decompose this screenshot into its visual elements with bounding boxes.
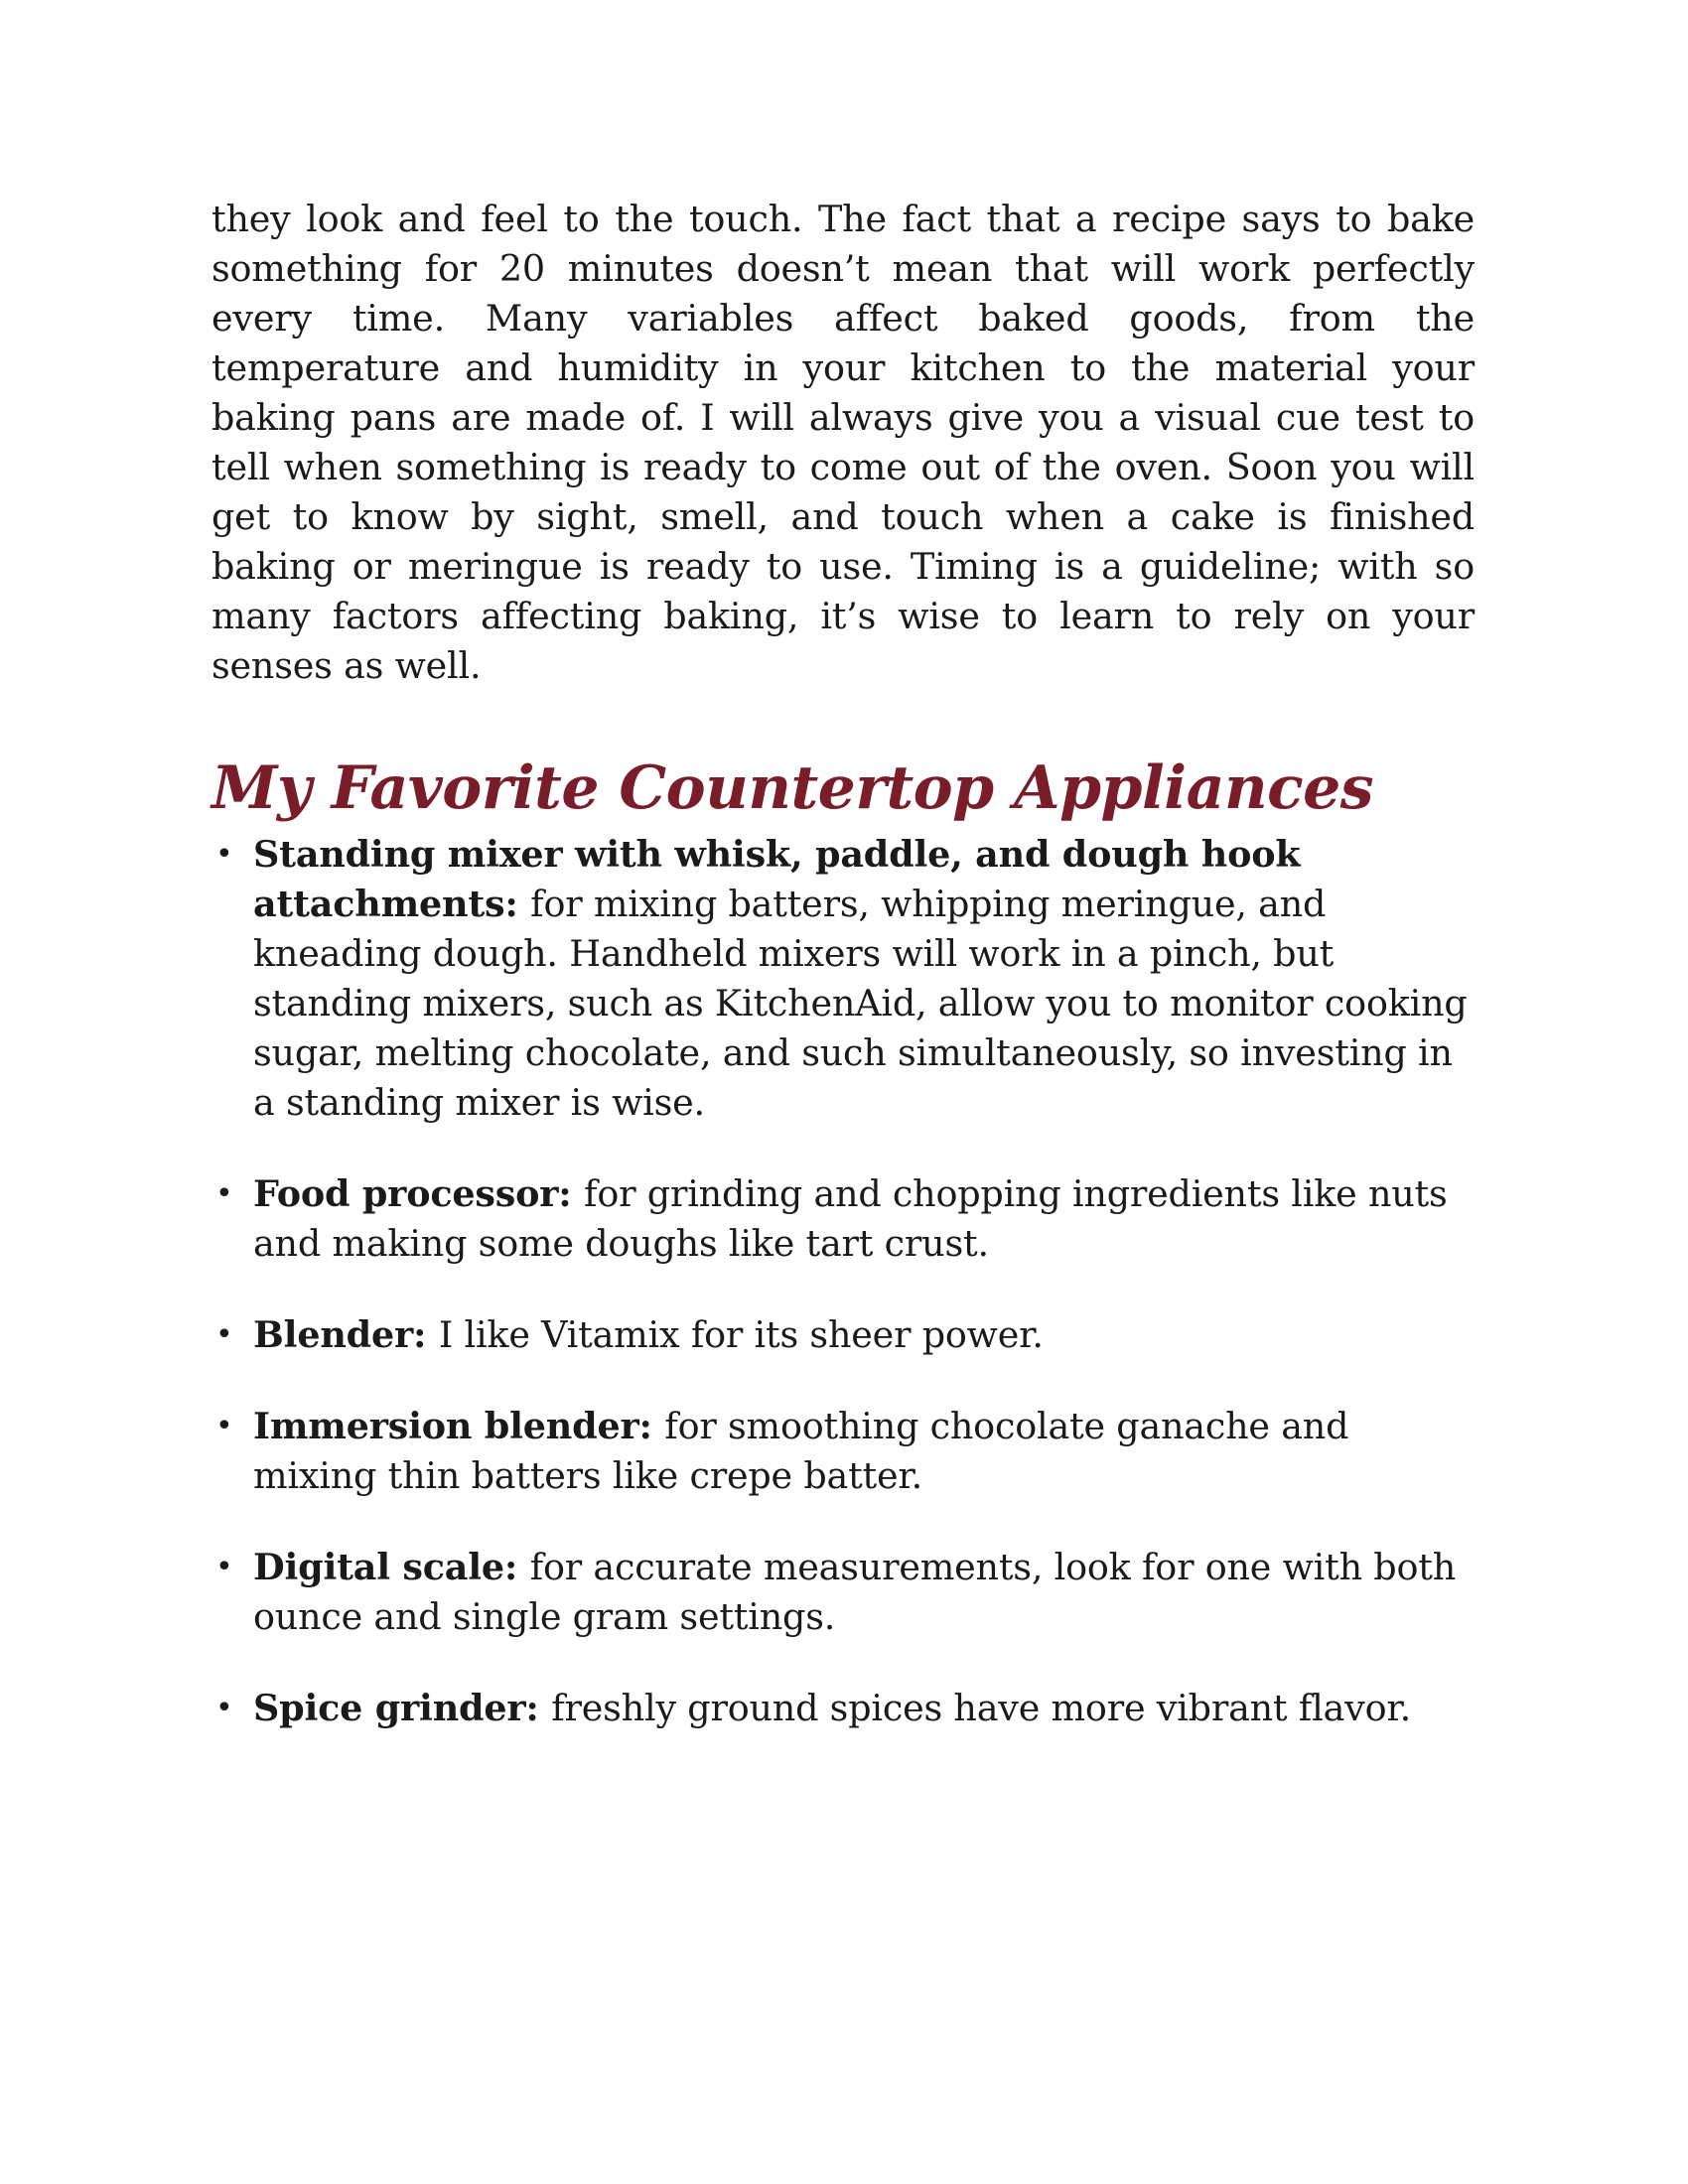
item-term: Immersion blender: — [253, 1405, 665, 1447]
bullet-icon: • — [215, 1176, 233, 1211]
bullet-icon: • — [215, 1409, 233, 1443]
item-description: for accurate measurements, look for one with both ounce and single gram settings. — [253, 1546, 1457, 1638]
item-description: freshly ground spices have more vibrant flavor. — [551, 1687, 1411, 1729]
list-item — [211, 1684, 1475, 1733]
page-content — [211, 195, 1475, 1775]
item-term: Standing mixer with whisk, paddle, and dough hook attachments: — [253, 833, 1301, 925]
item-description: for smoothing chocolate ganache and mixing thin batters like crepe batter. — [253, 1405, 1349, 1497]
list-item — [211, 830, 1475, 1128]
list-item — [211, 1543, 1475, 1642]
bullet-icon: • — [215, 1317, 233, 1352]
intro-paragraph: they look and feel to the touch. The fact that a recipe says to bake something for 20 minutes doesn’t mean that will work perfectly every time. Many variables affect baked goods, from the temperature and humidity in your kitchen to the material your baking pans are made of. I will always give you a visual cue test to tell when something is ready to come out of the oven. Soon you will get to know by sight, smell, and touch when a cake is finished baking or meringue is ready to use. Timing is a guideline; with so many factors affecting baking, it’s wise to learn to rely on your senses as well. — [211, 198, 1475, 687]
item-description: I like Vitamix for its sheer power. — [438, 1313, 1044, 1356]
list-item — [211, 1402, 1475, 1501]
item-description: for grinding and chopping ingredients like nuts and making some doughs like tart crust. — [253, 1172, 1448, 1265]
bullet-icon: • — [215, 1691, 233, 1725]
bullet-icon: • — [215, 837, 233, 872]
item-term: Spice grinder: — [253, 1687, 552, 1729]
item-term: Food processor: — [253, 1172, 585, 1215]
bullet-icon: • — [215, 1550, 233, 1584]
section-heading: My Favorite Countertop Appliances — [211, 753, 1374, 823]
item-term: Blender: — [253, 1313, 439, 1356]
list-item — [211, 1310, 1475, 1360]
item-description: for mixing batters, whipping meringue, and kneading dough. Handheld mixers will work in a pinch, but standing mixers, such as KitchenAid, allow you to monitor cooking sugar, melting chocolate, and such simultaneously, so investing in a standing mixer is wise. — [253, 883, 1468, 1124]
list-item — [211, 1169, 1475, 1269]
appliance-list — [211, 830, 1475, 1733]
item-term: Digital scale: — [253, 1546, 530, 1588]
